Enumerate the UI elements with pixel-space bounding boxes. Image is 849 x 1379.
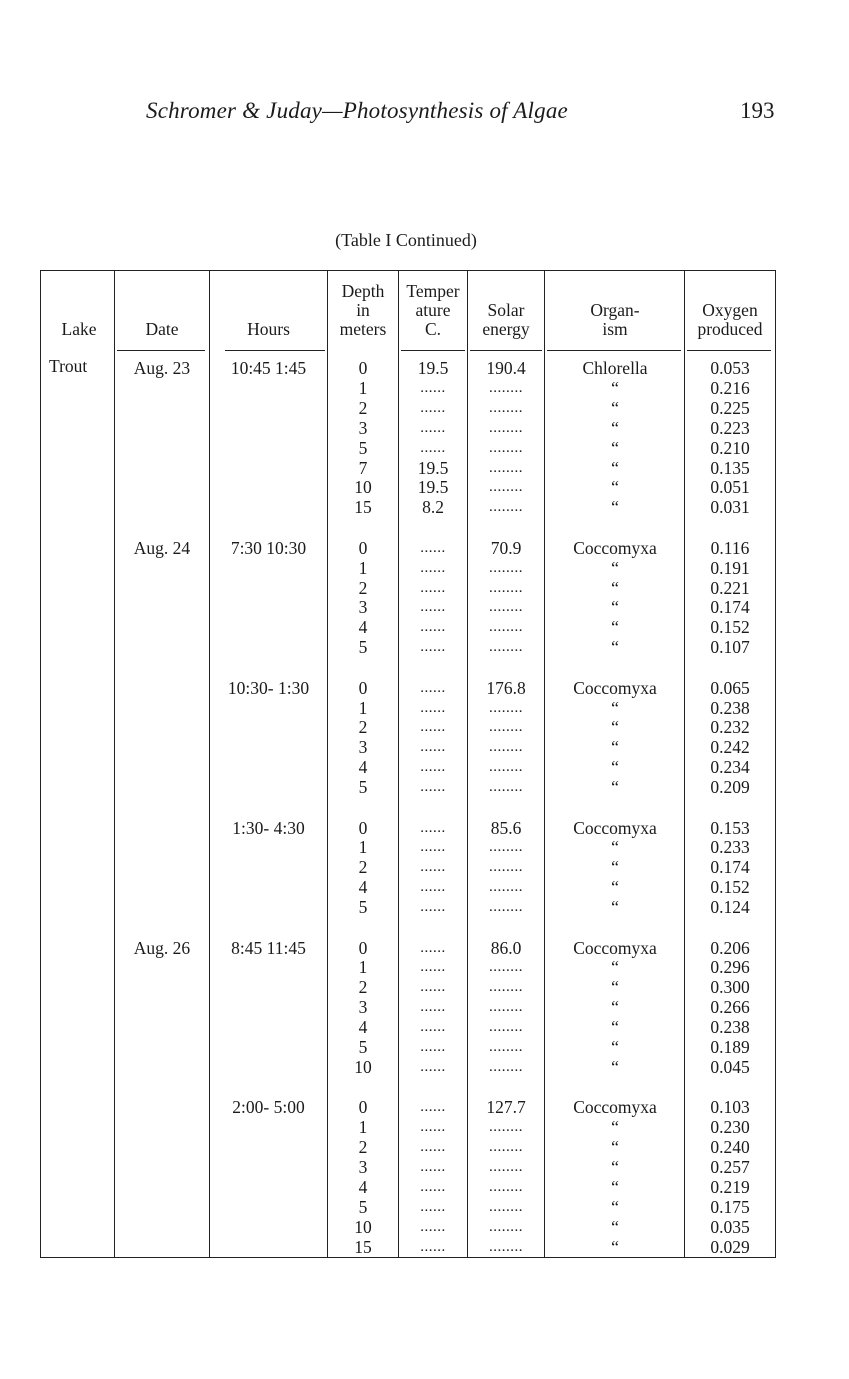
temperature-cell: ...... (420, 859, 446, 876)
depth-cell: 4 (358, 1017, 368, 1038)
temperature-cell: 19.5 (417, 477, 449, 498)
depth-cell: 0 (358, 358, 368, 378)
depth-cell: 0 (358, 537, 368, 558)
organism-cell: “ (611, 757, 619, 778)
oxygen-cell: 0.216 (710, 377, 750, 398)
depth-cell: 5 (358, 777, 368, 798)
solar-energy-cell: 176.8 (486, 677, 526, 698)
depth-cell: 4 (358, 757, 368, 778)
organism-cell: “ (611, 777, 619, 798)
organism-cell: “ (611, 437, 619, 458)
depth-cell: 5 (358, 1196, 368, 1217)
solar-energy-cell: ........ (489, 1178, 523, 1195)
solar-energy-cell: ........ (489, 499, 523, 516)
oxygen-cell: 0.053 (710, 358, 750, 378)
temperature-cell: ...... (420, 699, 446, 716)
temperature-cell: ...... (420, 1119, 446, 1136)
depth-cell: 10 (354, 477, 372, 498)
solar-energy-cell: ........ (489, 399, 523, 416)
temperature-cell: ...... (420, 1019, 446, 1036)
depth-cell: 10 (354, 1056, 372, 1077)
organism-cell: “ (611, 1157, 619, 1177)
temperature-cell: ...... (420, 439, 446, 456)
solar-energy-cell: ........ (489, 779, 523, 796)
page-number: 193 (740, 98, 775, 123)
temperature-cell: ...... (420, 1058, 446, 1075)
temperature-cell: ...... (420, 619, 446, 636)
temperature-cell: ...... (420, 379, 446, 396)
depth-cell: 7 (358, 457, 368, 478)
oxygen-cell: 0.233 (710, 837, 750, 858)
depth-cell: 1 (358, 837, 368, 858)
solar-energy-cell: ........ (489, 719, 523, 736)
oxygen-cell: 0.234 (710, 757, 750, 778)
depth-cell: 3 (358, 1157, 368, 1177)
depth-cell: 2 (358, 717, 368, 738)
depth-cell: 0 (358, 1097, 368, 1118)
solar-energy-cell: ........ (489, 999, 523, 1016)
temperature-cell: ...... (420, 539, 446, 556)
oxygen-cell: 0.266 (710, 997, 750, 1018)
organism-cell: “ (611, 1037, 619, 1057)
hours-cell: 7:30 10:30 (230, 537, 307, 558)
running-head: Schromer & Juday—Photosynthesis of Algae (146, 98, 568, 123)
oxygen-cell: 0.232 (710, 717, 750, 738)
temperature-cell: ...... (420, 399, 446, 416)
organism-cell: “ (611, 377, 619, 398)
oxygen-cell: 0.240 (710, 1137, 750, 1158)
solar-energy-cell: 85.6 (490, 817, 522, 838)
solar-energy-cell: ........ (489, 1218, 523, 1235)
oxygen-cell: 0.035 (710, 1216, 750, 1237)
temperature-cell: ...... (420, 839, 446, 856)
header-temperature-line2: ature (415, 300, 451, 320)
depth-cell: 2 (358, 857, 368, 878)
oxygen-cell: 0.045 (710, 1056, 750, 1077)
hours-cell: 8:45 11:45 (231, 937, 306, 958)
depth-cell: 15 (354, 1236, 372, 1257)
temperature-cell: ...... (420, 1139, 446, 1156)
oxygen-cell: 0.152 (710, 877, 750, 898)
depth-cell: 3 (358, 417, 368, 438)
solar-energy-cell: 127.7 (486, 1097, 526, 1118)
solar-energy-cell: ........ (489, 379, 523, 396)
organism-cell: “ (611, 877, 619, 898)
solar-energy-cell: ........ (489, 879, 523, 896)
organism-cell: “ (611, 697, 619, 718)
temperature-cell: ...... (420, 759, 446, 776)
column-divider (209, 271, 210, 1257)
oxygen-cell: 0.031 (710, 497, 750, 518)
table-caption: (Table I Continued) (335, 230, 477, 250)
organism-cell: “ (611, 977, 619, 998)
organism-cell: Coccomyxa (573, 817, 657, 838)
oxygen-cell: 0.189 (710, 1037, 750, 1057)
temperature-cell: ...... (420, 559, 446, 576)
oxygen-cell: 0.223 (710, 417, 750, 438)
temperature-cell: ...... (420, 419, 446, 436)
header-organism-line1: Organ- (590, 300, 640, 320)
oxygen-cell: 0.242 (710, 737, 750, 758)
header-rule (470, 350, 542, 351)
oxygen-cell: 0.300 (710, 977, 750, 998)
temperature-cell: ...... (420, 999, 446, 1016)
depth-cell: 1 (358, 697, 368, 718)
solar-energy-cell: ........ (489, 1159, 523, 1175)
depth-cell: 10 (354, 1216, 372, 1237)
depth-cell: 4 (358, 1176, 368, 1197)
solar-energy-cell: ........ (489, 1058, 523, 1075)
solar-energy-cell: ........ (489, 1039, 523, 1055)
depth-cell: 1 (358, 377, 368, 398)
solar-energy-cell: ........ (489, 839, 523, 856)
temperature-cell: ...... (420, 719, 446, 736)
organism-cell: Coccomyxa (573, 1097, 657, 1118)
depth-cell: 15 (354, 497, 372, 518)
organism-cell: “ (611, 557, 619, 578)
date-cell: Aug. 26 (133, 937, 191, 958)
solar-energy-cell: ........ (489, 959, 523, 976)
temperature-cell: ...... (420, 1238, 446, 1255)
depth-cell: 2 (358, 977, 368, 998)
header-temperature-line1: Temper (406, 281, 460, 301)
oxygen-cell: 0.221 (710, 577, 750, 598)
column-divider (398, 271, 399, 1257)
solar-energy-cell: ........ (489, 579, 523, 596)
organism-cell: “ (611, 597, 619, 618)
depth-cell: 4 (358, 617, 368, 638)
organism-cell: “ (611, 1137, 619, 1158)
organism-cell: “ (611, 397, 619, 418)
temperature-cell: ...... (420, 959, 446, 976)
organism-cell: “ (611, 1056, 619, 1077)
oxygen-cell: 0.296 (710, 957, 750, 978)
organism-cell: “ (611, 1176, 619, 1197)
organism-cell: “ (611, 1236, 619, 1257)
temperature-cell: ...... (420, 739, 446, 756)
depth-cell: 0 (358, 677, 368, 698)
organism-cell: “ (611, 837, 619, 858)
temperature-cell: ...... (420, 1099, 446, 1116)
organism-cell: “ (611, 957, 619, 978)
temperature-cell: ...... (420, 579, 446, 596)
oxygen-cell: 0.107 (710, 637, 750, 658)
data-table (40, 270, 776, 1258)
depth-cell: 5 (358, 897, 368, 918)
temperature-cell: 19.5 (417, 457, 449, 478)
organism-cell: “ (611, 897, 619, 918)
temperature-cell: ...... (420, 1178, 446, 1195)
oxygen-cell: 0.219 (710, 1176, 750, 1197)
solar-energy-cell: ........ (489, 459, 523, 476)
header-temperature-line3: C. (424, 319, 442, 339)
depth-cell: 0 (358, 937, 368, 958)
organism-cell: “ (611, 497, 619, 518)
temperature-cell: ...... (420, 1039, 446, 1055)
organism-cell: Chlorella (582, 358, 648, 378)
oxygen-cell: 0.191 (710, 557, 750, 578)
solar-energy-cell: ........ (489, 899, 523, 916)
oxygen-cell: 0.174 (710, 857, 750, 878)
organism-cell: “ (611, 717, 619, 738)
header-depth-line2: in (356, 300, 370, 320)
solar-energy-cell: ........ (489, 619, 523, 636)
temperature-cell: ...... (420, 1159, 446, 1175)
oxygen-cell: 0.065 (710, 677, 750, 698)
solar-energy-cell: ........ (489, 1198, 523, 1215)
temperature-cell: ...... (420, 939, 446, 956)
header-depth-line1: Depth (341, 281, 385, 301)
depth-cell: 2 (358, 577, 368, 598)
solar-energy-cell: ........ (489, 699, 523, 716)
header-solar-line1: Solar (487, 300, 525, 320)
lake-name: Trout (49, 356, 88, 376)
temperature-cell: ...... (420, 779, 446, 796)
header-rule (547, 350, 681, 351)
organism-cell: “ (611, 1117, 619, 1138)
depth-cell: 2 (358, 397, 368, 418)
column-divider (114, 271, 115, 1257)
oxygen-cell: 0.116 (710, 537, 750, 558)
oxygen-cell: 0.257 (710, 1157, 750, 1177)
depth-cell: 1 (358, 957, 368, 978)
hours-cell: 10:30- 1:30 (227, 677, 310, 698)
organism-cell: “ (611, 477, 619, 498)
depth-cell: 3 (358, 737, 368, 758)
solar-energy-cell: ........ (489, 759, 523, 776)
solar-energy-cell: ........ (489, 1119, 523, 1136)
organism-cell: “ (611, 577, 619, 598)
header-rule (687, 350, 771, 351)
depth-cell: 3 (358, 597, 368, 618)
depth-cell: 4 (358, 877, 368, 898)
oxygen-cell: 0.103 (710, 1097, 750, 1118)
oxygen-cell: 0.206 (710, 937, 750, 958)
header-hours: Hours (247, 319, 290, 339)
column-divider (544, 271, 545, 1257)
hours-cell: 10:45 1:45 (230, 358, 307, 378)
organism-cell: “ (611, 737, 619, 758)
solar-energy-cell: 86.0 (490, 937, 522, 958)
temperature-cell: ...... (420, 679, 446, 696)
organism-cell: “ (611, 417, 619, 438)
header-organism-line2: ism (602, 319, 628, 339)
header-lake: Lake (61, 319, 97, 339)
depth-cell: 1 (358, 1117, 368, 1138)
depth-cell: 2 (358, 1137, 368, 1158)
solar-energy-cell: ........ (489, 479, 523, 496)
solar-energy-cell: ........ (489, 439, 523, 456)
solar-energy-cell: 70.9 (490, 537, 522, 558)
solar-energy-cell: ........ (489, 599, 523, 616)
temperature-cell: ...... (420, 599, 446, 616)
header-oxygen-line2: produced (697, 319, 763, 339)
oxygen-cell: 0.175 (710, 1196, 750, 1217)
solar-energy-cell: ........ (489, 559, 523, 576)
solar-energy-cell: ........ (489, 979, 523, 996)
column-divider (327, 271, 328, 1257)
oxygen-cell: 0.225 (710, 397, 750, 418)
date-cell: Aug. 24 (133, 537, 191, 558)
header-date: Date (145, 319, 179, 339)
organism-cell: “ (611, 1196, 619, 1217)
solar-energy-cell: ........ (489, 1139, 523, 1156)
oxygen-cell: 0.238 (710, 697, 750, 718)
column-divider (684, 271, 685, 1257)
temperature-cell: ...... (420, 1198, 446, 1215)
organism-cell: “ (611, 997, 619, 1018)
oxygen-cell: 0.238 (710, 1017, 750, 1038)
depth-cell: 5 (358, 1037, 368, 1057)
oxygen-cell: 0.124 (710, 897, 750, 918)
solar-energy-cell: ........ (489, 419, 523, 436)
organism-cell: “ (611, 857, 619, 878)
depth-cell: 0 (358, 817, 368, 838)
header-solar-line2: energy (482, 319, 530, 339)
oxygen-cell: 0.209 (710, 777, 750, 798)
depth-cell: 3 (358, 997, 368, 1018)
organism-cell: “ (611, 1017, 619, 1038)
organism-cell: Coccomyxa (573, 937, 657, 958)
depth-cell: 1 (358, 557, 368, 578)
temperature-cell: ...... (420, 819, 446, 836)
header-oxygen-line1: Oxygen (702, 300, 758, 320)
solar-energy-cell: ........ (489, 739, 523, 756)
solar-energy-cell: ........ (489, 859, 523, 876)
temperature-cell: ...... (420, 639, 446, 656)
header-depth-line3: meters (339, 319, 387, 339)
oxygen-cell: 0.135 (710, 457, 750, 478)
temperature-cell: ...... (420, 899, 446, 916)
oxygen-cell: 0.174 (710, 597, 750, 618)
header-rule (117, 350, 205, 351)
organism-cell: Coccomyxa (573, 677, 657, 698)
oxygen-cell: 0.051 (710, 477, 750, 498)
solar-energy-cell: ........ (489, 1238, 523, 1255)
solar-energy-cell: 190.4 (486, 358, 526, 378)
column-divider (467, 271, 468, 1257)
header-rule (225, 350, 325, 351)
temperature-cell: ...... (420, 979, 446, 996)
organism-cell: “ (611, 1216, 619, 1237)
oxygen-cell: 0.029 (710, 1236, 750, 1257)
temperature-cell: ...... (420, 1218, 446, 1235)
temperature-cell: 19.5 (417, 358, 449, 378)
temperature-cell: ...... (420, 879, 446, 896)
solar-energy-cell: ........ (489, 639, 523, 656)
organism-cell: “ (611, 457, 619, 478)
date-cell: Aug. 23 (133, 358, 191, 378)
oxygen-cell: 0.153 (710, 817, 750, 838)
organism-cell: “ (611, 617, 619, 638)
header-rule (401, 350, 465, 351)
organism-cell: “ (611, 637, 619, 658)
hours-cell: 1:30- 4:30 (232, 817, 305, 838)
hours-cell: 2:00- 5:00 (232, 1097, 305, 1118)
solar-energy-cell: ........ (489, 1019, 523, 1036)
oxygen-cell: 0.210 (710, 437, 750, 458)
temperature-cell: 8.2 (422, 497, 444, 518)
depth-cell: 5 (358, 637, 368, 658)
depth-cell: 5 (358, 437, 368, 458)
organism-cell: Coccomyxa (573, 537, 657, 558)
oxygen-cell: 0.230 (710, 1117, 750, 1138)
oxygen-cell: 0.152 (710, 617, 750, 638)
